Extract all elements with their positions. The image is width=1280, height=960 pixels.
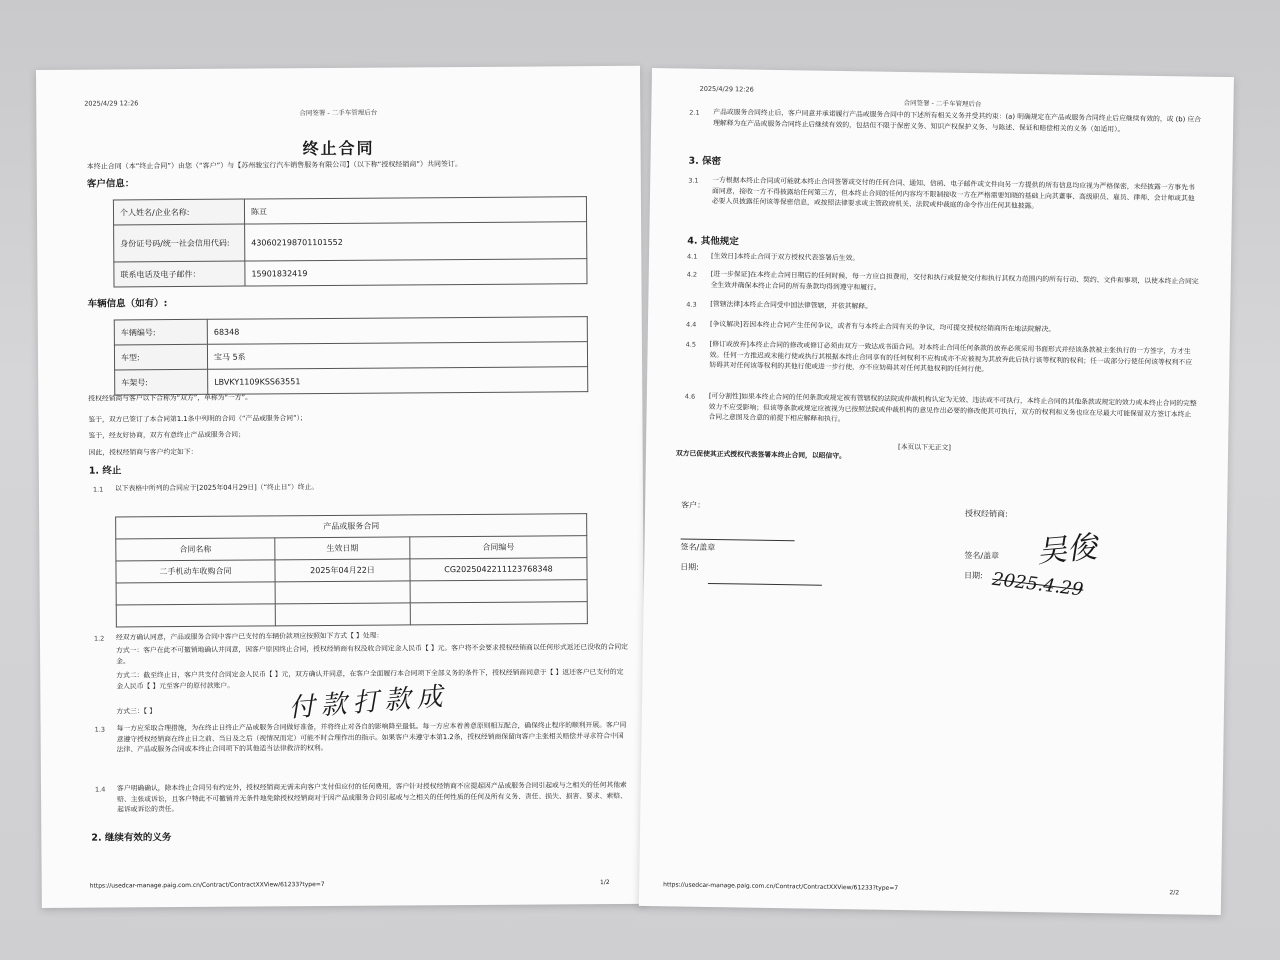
customer-contact-label: 联系电话及电子邮件： [114, 261, 245, 287]
header-title: 合同签署 - 二手车管理后台 [903, 98, 982, 109]
column-header-effective-date: 生效日期 [275, 537, 410, 560]
clause-4-3: [管辖法律]本终止合同受中国法律管辖，并依其解释。 [710, 299, 872, 311]
clause-1-2-option-3: 方式三：【 】 [116, 707, 157, 716]
handwritten-date: 2025.4.29 [991, 568, 1085, 601]
vehicle-no-label: 车辆编号: [114, 319, 207, 345]
clause-4-3-number: 4.3 [686, 300, 697, 309]
clause-1-4-number: 1.4 [94, 785, 106, 794]
customer-label: 客户： [681, 500, 706, 510]
vehicle-vin-value: LBVKY1109KSS63551 [208, 367, 588, 395]
footer-page-number: 2/2 [1169, 889, 1180, 897]
product-table-title: 产品或服务合同 [116, 514, 587, 539]
contract-page-1 [36, 66, 646, 908]
footer-url: https://usedcar-manage.paig.com.cn/Contract/ContractXXView/61233?type=7 [663, 881, 899, 892]
document-title: 终止合同 [302, 138, 375, 159]
vehicle-vin-label: 车架号: [115, 369, 208, 395]
clause-1-4: 客户明确确认，除本终止合同另有约定外，授权经销商无需未向客户支付但应付的任何费用，客户针对授权经销商不应提起因产品或服务合同引起或与之相关的任何其他索赔、主张或诉讼，且客户特此不可撤销并无条件地免除授权经销商对于因产品或服务合同引起或与之相关的任何性质的任何及所有义务、责任、损失、损害、要求、索赔、起诉或诉讼的责任。 [116, 780, 627, 814]
clause-1-2-option-1: 方式一：客户在此不可撤销地确认并同意，因客户原因终止合同，授权经销商有权没收合同定金人民币【 】元。客户将不会要求授权经销商以任何形式返还已没收的合同定金。 [116, 642, 629, 665]
vehicle-model-value: 宝马 5系 [207, 342, 587, 370]
product-service-table [115, 513, 588, 627]
cell-effective-date: 2025年04月22日 [275, 559, 410, 582]
cell-contract-number: CG2025042211123768348 [410, 558, 587, 581]
customer-date-line [708, 565, 822, 586]
section-1-title: 1. 终止 [88, 465, 122, 477]
clause-2-1: 产品或服务合同终止后，客户同意并承诺履行产品或服务合同中的下述所有相关义务并受其约束：(a) 明确规定在产品或服务合同终止后应继续有效的，或 (b) 应合理解释为在产品或服务合同终止后继续有效的，包括但不限于保密义务、知识产权保护义务、与陈述、保证和赔偿相关的义务（如适用）。 [713, 107, 1202, 133]
clause-1-1-number: 1.1 [92, 485, 104, 494]
clause-3-1-number: 3.1 [688, 176, 699, 185]
vehicle-info-table [114, 316, 589, 395]
clause-1-3: 每一方应采取合理措施，为在终止日终止产品或服务合同做好准备，并将终止对各自的影响降至最低。每一方应本着善意原则相互配合，确保终止程序的顺利开展。客户同意遵守授权经销商在终止日之前、当日及之后（视情况而定）可能不时合理作出的指示。如果客户未遵守本第1.2条，授权经销商保留向客户主张相关赔偿并寻求符合中国法律、产品或服务合同或本终止合同项下的其他适当法律救济的权利。 [116, 720, 627, 754]
section-3-title: 3. 保密 [688, 155, 722, 168]
column-header-contract-name: 合同名称 [116, 538, 275, 561]
vehicle-section-title: 车辆信息（如有）: [87, 298, 168, 310]
column-header-contract-number: 合同编号 [410, 536, 587, 559]
handwritten-note: 付款打款成 [287, 681, 450, 724]
section-4-title: 4. 其他规定 [687, 235, 739, 248]
dealer-label: 授权经销商: [964, 508, 1008, 519]
signed-statement: 双方已促使其正式授权代表签署本终止合同，以昭信守。 [675, 449, 846, 461]
clause-4-6: [可分割性]如果本终止合同的任何条款或规定被有管辖权的法院或仲裁机构认定为无效、违法或不可执行，本终止合同的其他条款或规定的效力或本终止合同的完整效力不应受影响；但该等条款或规定应被视为已按照法院或仲裁机构的意见作出必要的修改使其可执行，双方的权利和义务也应在尽最大可能保留双方签订本终止合同之意图及合意的前提下相应解释和执行。 [708, 391, 1197, 424]
header-datetime: 2025/4/29 12:26 [84, 99, 139, 108]
section-2-title: 2. 继续有效的义务 [91, 832, 172, 844]
table-row [113, 197, 586, 225]
table-row [114, 222, 587, 262]
intro-paragraph: 本终止合同（本“终止合同”）由您（“客户”）与【苏州骏宝行汽车销售服务有限公司】（以下称“授权经销商”）共同签订。 [86, 160, 462, 171]
clause-4-4-number: 4.4 [685, 320, 697, 329]
customer-name-line [681, 521, 795, 542]
customer-sign-label: 签名/盖章 [680, 542, 716, 553]
dealer-sign-label: 签名/盖章 [964, 550, 1000, 561]
customer-id-label: 身份证号码/统一社会信用代码: [114, 224, 245, 262]
customer-date-label: 日期: [680, 562, 699, 572]
vehicle-model-label: 车型: [114, 344, 207, 370]
clause-1-2-intro: 经双方确认同意，产品或服务合同中客户已支付的车辆价款项应按照如下方式【 】处理： [115, 631, 384, 642]
whereas-parties: 授权经销商与客户以下合称为“双方”，单称为“一方”。 [88, 393, 252, 403]
no-more-text-note: [本页以下无正文] [898, 442, 952, 452]
header-title: 合同签署 - 二手车管理后台 [299, 108, 378, 118]
clause-1-2-option-2: 方式二：截至终止日，客户共支付合同定金人民币【 】元，双方确认并同意，在客户全面履行本合同项下全部义务的条件下，授权经销商同意于【 】返还客户已支付的定金人民币【 】元至客户的原付款账户。 [116, 667, 624, 690]
cell-contract-name: 二手机动车收购合同 [116, 560, 275, 583]
customer-name-label: 个人姓名/企业名称: [113, 199, 244, 225]
clause-4-1: [生效日]本终止合同于双方授权代表签署后生效。 [710, 251, 860, 263]
handwritten-signature: 吴俊 [1035, 529, 1099, 571]
clause-1-1: 以下表格中所列的合同应于[2025年04月29日]（“终止日”）终止。 [114, 483, 319, 493]
clause-2-1-number: 2.1 [689, 108, 700, 117]
table-row [114, 342, 587, 370]
table-row [114, 317, 587, 345]
whereas-agree: 因此，授权经销商与客户约定如下： [88, 447, 198, 457]
whereas-signed: 鉴于，双方已签订了本合同第1.1条中列明的合同（“产品或服务合同”）； [88, 414, 307, 424]
clause-3-1: 一方根据本终止合同或可能就本终止合同签署或交付的任何合同、通知、信函、电子邮件或文件向另一方提供的所有信息均应视为严格保密，未经披露一方事先书面同意，接收一方不得披露给任何第三方，但本终止合同的任何内容均不限制接收一方在严格需要知晓的基础上向其董事、高级职员、雇员、律师、会计师或其他必要人员披露任何该等保密信息，或按照法律要求或主管政府机关、法院或仲裁庭的命令作出任何其他披露。 [711, 175, 1195, 211]
header-datetime: 2025/4/29 12:26 [699, 84, 754, 94]
clause-4-2-number: 4.2 [686, 270, 698, 279]
customer-name-value: 陈亘 [244, 197, 586, 224]
footer-url: https://usedcar-manage.paig.com.cn/Contract/ContractXXView/61233?type=7 [89, 881, 325, 890]
clause-4-5-number: 4.5 [685, 340, 697, 349]
customer-info-table [113, 196, 588, 287]
table-row [116, 602, 587, 627]
customer-section-title: 客户信息： [86, 178, 135, 190]
table-row [114, 259, 587, 287]
customer-contact-value: 15901832419 [245, 259, 587, 286]
clause-1-3-number: 1.3 [94, 725, 105, 734]
footer-page-number: 1/2 [600, 879, 610, 887]
dealer-date-label: 日期: [963, 570, 983, 581]
vehicle-no-value: 68348 [207, 317, 587, 345]
whereas-negotiation: 鉴于，经友好协商，双方有意终止产品或服务合同； [88, 430, 245, 440]
clause-4-5: [修订或放弃]本终止合同的修改或修订必须由双方一致达成书面合同。对本终止合同任何条款的放弃必须采用书面形式并经该条款被主张执行的一方签字，方才生效。任何一方推迟或未能行使或执行其根据本终止合同享有的任何权利不应构成亦不应被视为其放弃此后执行该等权利的权利；任一或部分行使任何该等权利不应妨碍其对任何该等权利的其他行使或进一步行使，亦不应妨碍其对任何其他权利的任何行使。 [709, 339, 1193, 374]
clause-4-1-number: 4.1 [686, 252, 698, 261]
contract-page-2 [639, 68, 1234, 915]
clause-4-4: [争议解决]若因本终止合同产生任何争议，或者有与本终止合同有关的争议，均可提交授权经销商所在地法院解决。 [709, 319, 1056, 334]
clause-4-6-number: 4.6 [684, 392, 696, 401]
customer-id-value: 430602198701101552 [245, 222, 587, 261]
clause-1-2-number: 1.2 [93, 634, 105, 643]
clause-4-2: [进一步保证]在本终止合同日期后的任何时候，每一方应自担费用，交付和执行或促使交付和执行其权力范围内的所有行动、契约、文件和事项，以使本终止合同完全生效并确保本终止合同的所有条款均得到遵守和履行。 [710, 269, 1199, 292]
